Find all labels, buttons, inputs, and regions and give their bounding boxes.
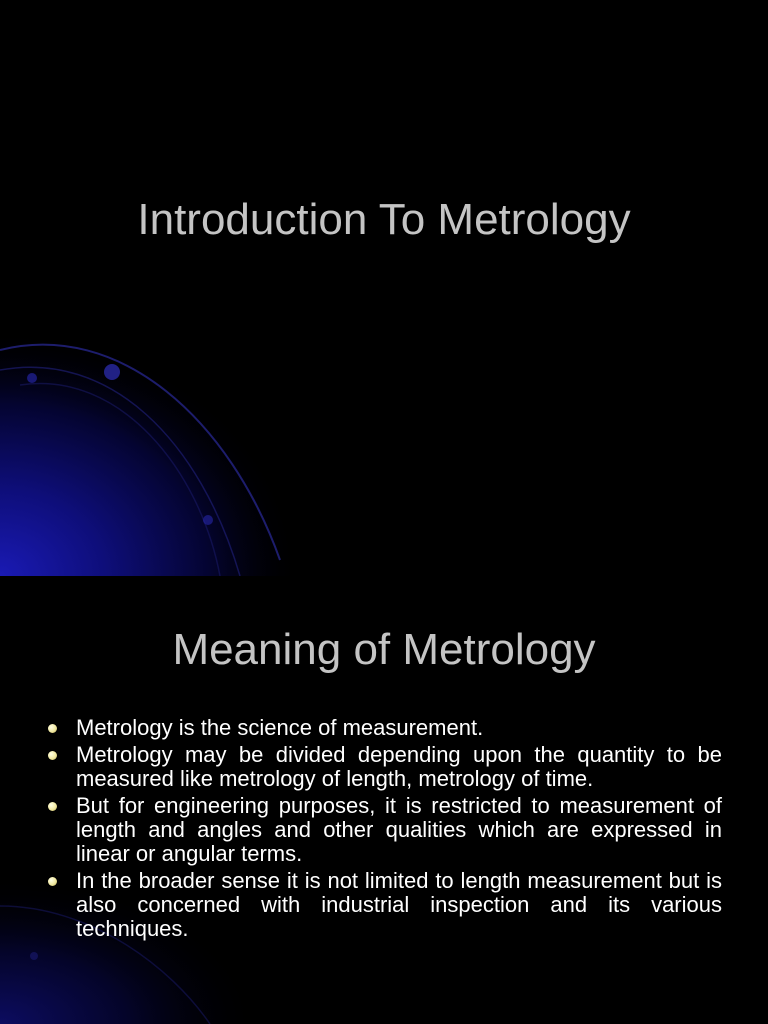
bullet-item xyxy=(46,716,722,740)
slide-1-title: Introduction To Metrology xyxy=(137,195,631,244)
bullet-dot-icon xyxy=(48,802,57,811)
bullet-text: Metrology may be divided depending upon the quantity to be measured like metrology of length, metrology of time. xyxy=(76,742,722,791)
bullet-item xyxy=(46,743,722,791)
bullet-dot-icon xyxy=(48,751,57,760)
bullet-list xyxy=(46,716,722,944)
slide-2-title: Meaning of Metrology xyxy=(172,625,596,674)
slide-2 xyxy=(0,576,768,1024)
bullet-item xyxy=(46,794,722,866)
bullet-text: But for engineering purposes, it is restricted to measurement of length and angles and other qualities which are expressed in linear or angular terms. xyxy=(76,793,722,866)
bullet-dot-icon xyxy=(48,877,57,886)
bullet-text: In the broader sense it is not limited to length measurement but is also concerned with industrial inspection and its various techniques. xyxy=(76,868,722,941)
bullet-item xyxy=(46,869,722,941)
bullet-text: Metrology is the science of measurement. xyxy=(76,715,484,740)
bullet-dot-icon xyxy=(48,724,57,733)
